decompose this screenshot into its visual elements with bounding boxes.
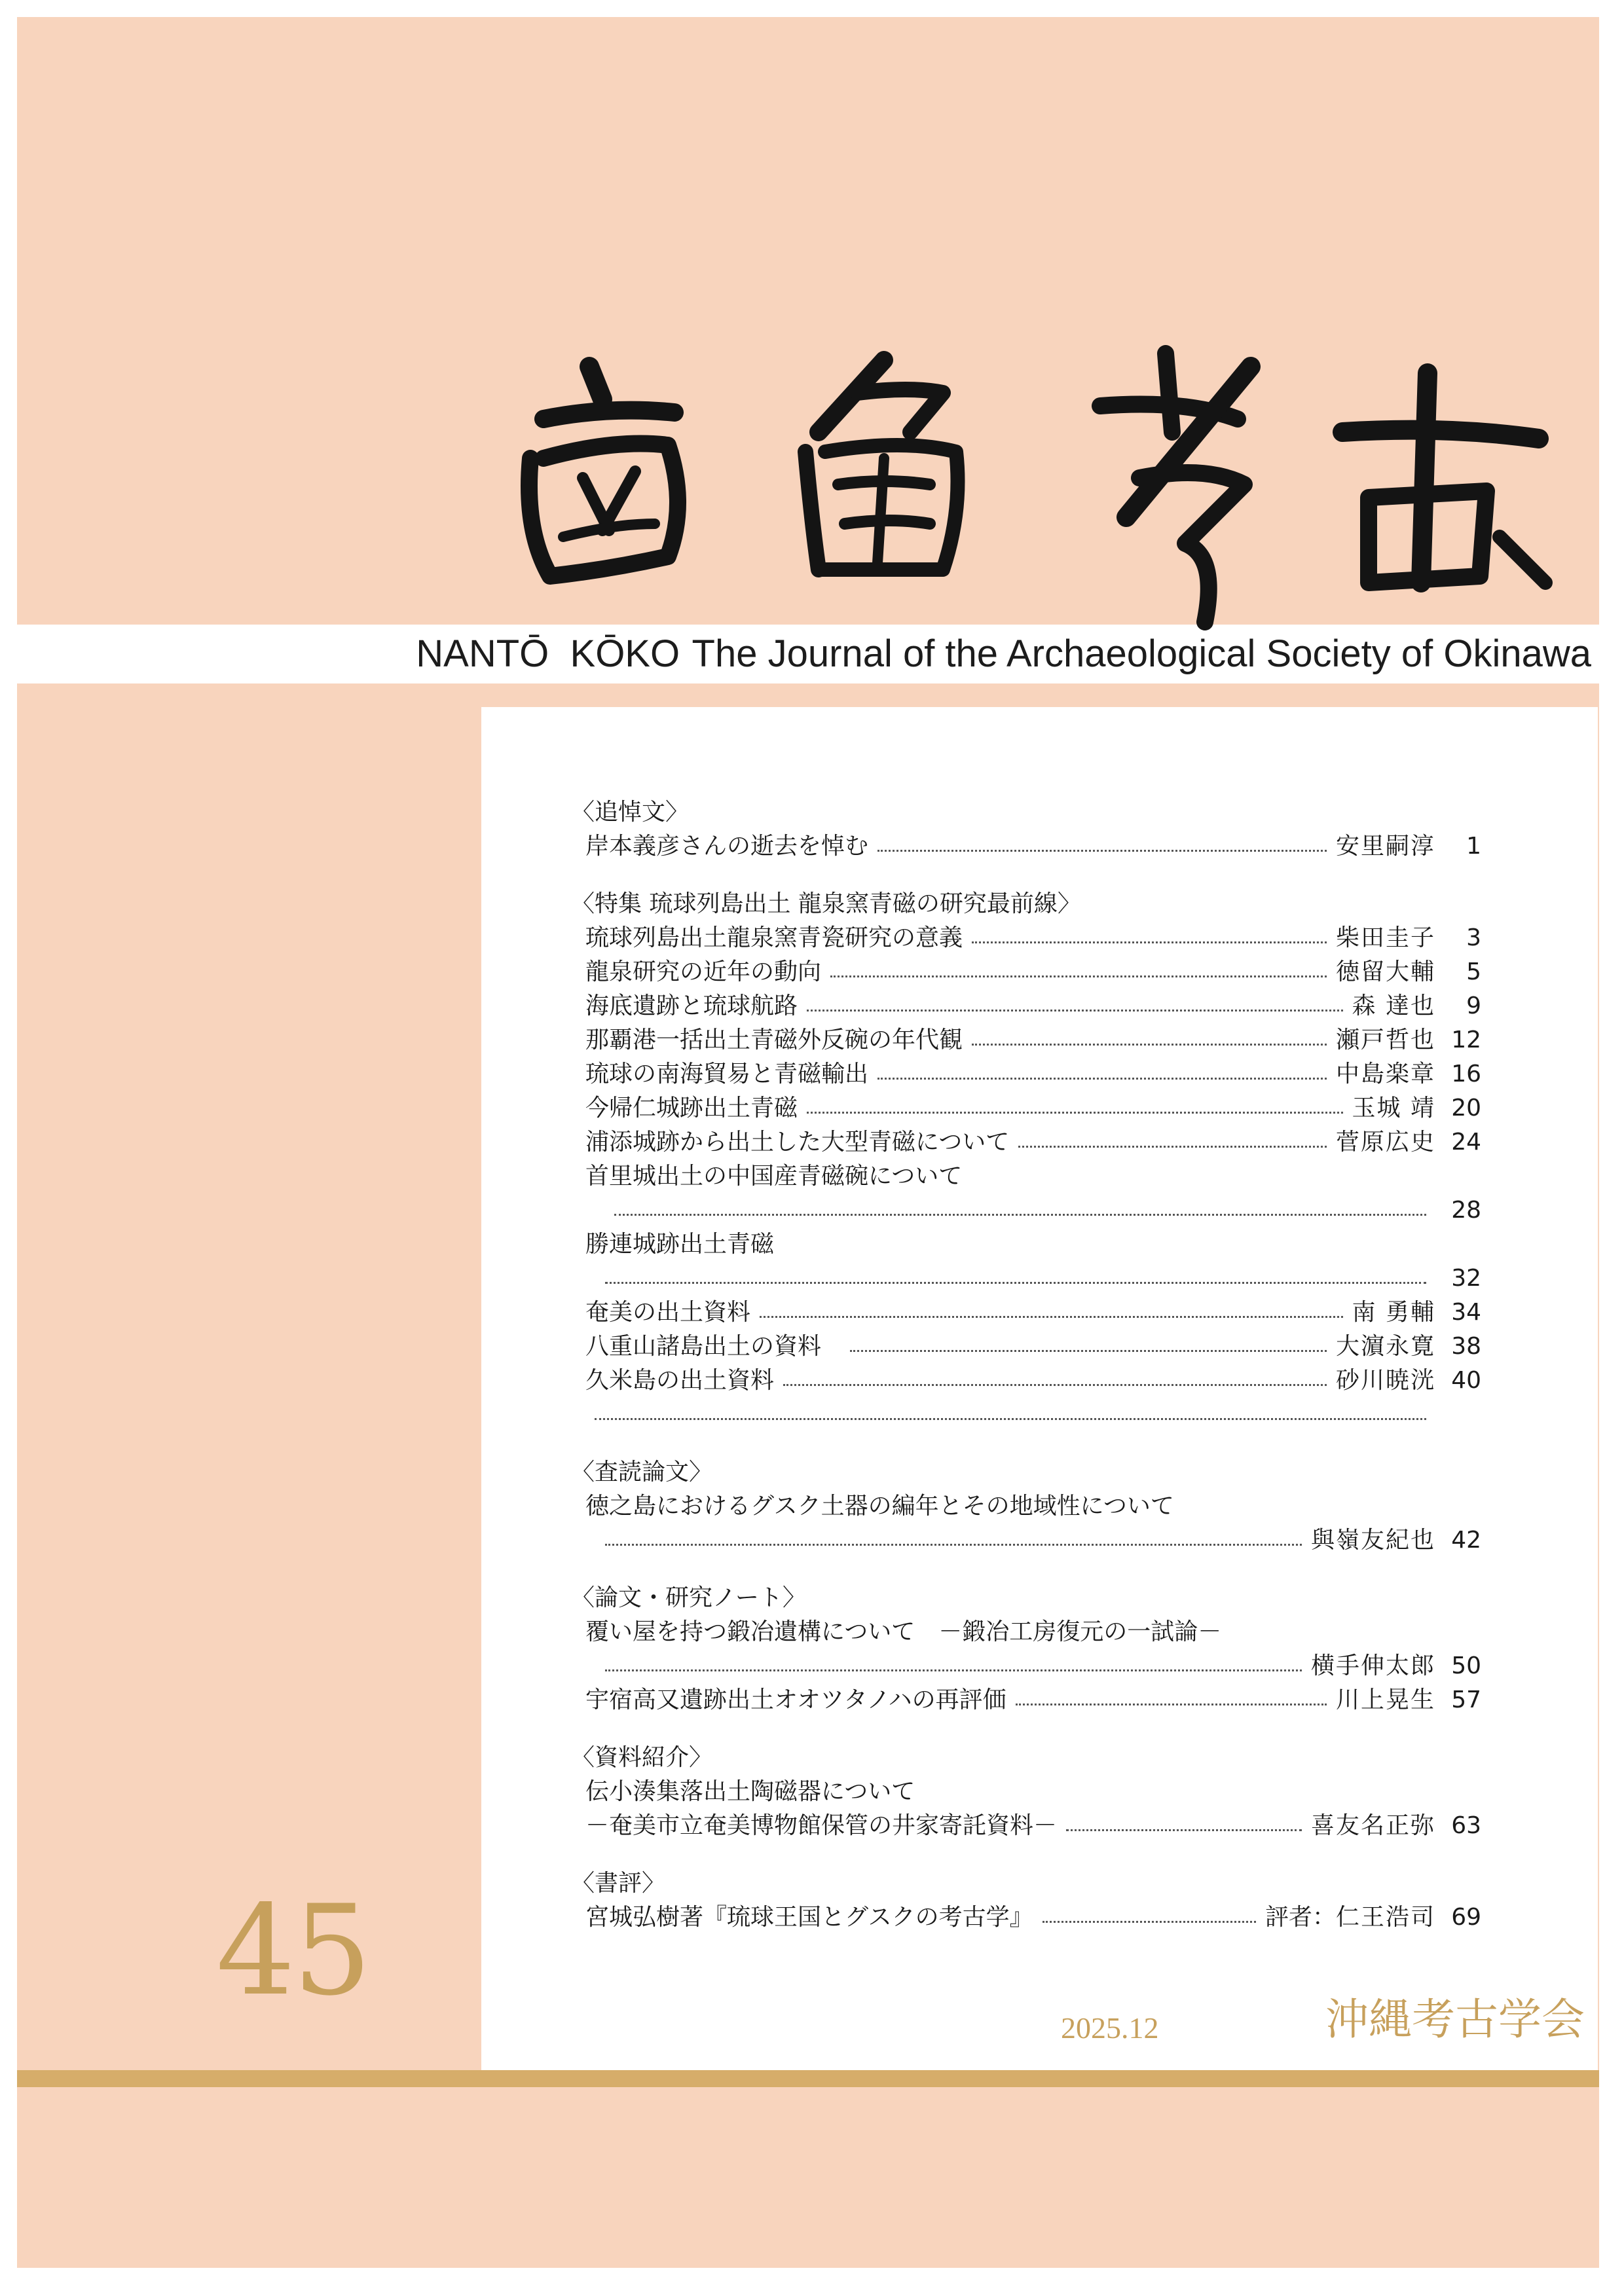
dot-leader <box>1066 1829 1302 1831</box>
toc-entry[interactable] <box>571 921 1481 955</box>
toc-entry-page: 20 <box>1451 1095 1481 1121</box>
toc-entry-page: 28 <box>1451 1197 1481 1224</box>
toc-entry-page: 5 <box>1466 958 1481 985</box>
toc-entry-page: 38 <box>1451 1333 1481 1360</box>
gold-rule-divider <box>17 2070 1599 2087</box>
toc-entry-title: 八重山諸島出土の資料 <box>585 1333 822 1360</box>
toc-entry[interactable] <box>571 1057 1481 1091</box>
toc-entry-title: 伝小湊集落出土陶磁器について <box>585 1778 915 1805</box>
toc-entry-author: 横手伸太郎 <box>1310 1652 1435 1679</box>
toc-entry[interactable] <box>571 955 1481 989</box>
dot-leader <box>830 975 1327 977</box>
toc-entry-title: 覆い屋を持つ鍛冶遺構について －鍛冶工房復元の一試論－ <box>585 1618 1222 1645</box>
toc-entry-title: 首里城出土の中国産青磁碗について <box>585 1163 963 1190</box>
calligraphy-char-ko <box>1100 354 1251 622</box>
issue-date: 2025.12 <box>1061 2011 1159 2045</box>
toc-entry-page: 1 <box>1466 833 1481 860</box>
toc-entry-author: 安里嗣淳 <box>1335 833 1435 860</box>
dot-leader <box>972 1044 1327 1046</box>
toc-entry[interactable] <box>571 829 1481 864</box>
toc-entry-page: 34 <box>1451 1299 1481 1326</box>
toc-entry[interactable] <box>571 1091 1481 1125</box>
toc-entry-author: 與嶺友紀也 <box>1310 1527 1435 1554</box>
toc-entry[interactable] <box>571 1489 1481 1523</box>
subtitle-romaji: NANTŌ KŌKO <box>416 632 680 675</box>
dot-leader <box>850 1350 1327 1352</box>
dot-leader <box>807 1010 1343 1011</box>
toc-entry[interactable] <box>571 1615 1481 1649</box>
toc-entry-page: 16 <box>1451 1061 1481 1087</box>
toc-entry-author: 瀬戸哲也 <box>1335 1027 1435 1053</box>
toc-entry-title: 宇宿高又遺跡出土オオツタノハの再評価 <box>585 1686 1006 1713</box>
toc-entry[interactable] <box>571 1901 1481 1935</box>
toc-entry-title: 琉球列島出土龍泉窯青瓷研究の意義 <box>585 924 963 951</box>
toc-entry-title: 今帰仁城跡出土青磁 <box>585 1095 798 1121</box>
dot-leader <box>605 1282 1426 1284</box>
toc-entry-author: 南 勇輔 <box>1352 1299 1435 1326</box>
toc-entry-continuation[interactable] <box>571 1262 1481 1296</box>
toc-entry-author: 喜友名正弥 <box>1310 1812 1435 1839</box>
toc-entry-author: 玉城 靖 <box>1352 1095 1435 1121</box>
toc-entry[interactable] <box>571 1159 1481 1194</box>
dot-leader <box>807 1112 1343 1114</box>
toc-entry-page: 12 <box>1451 1027 1481 1053</box>
toc-entry-page: 32 <box>1451 1265 1481 1292</box>
dot-leader <box>972 941 1327 943</box>
toc-entry[interactable] <box>571 1296 1481 1330</box>
toc-entry[interactable] <box>571 1330 1481 1364</box>
toc-entry-author: 柴田圭子 <box>1335 924 1435 951</box>
toc-entry[interactable] <box>571 1775 1481 1809</box>
toc-entry-author: 川上晃生 <box>1335 1686 1435 1713</box>
toc-entry[interactable] <box>571 1364 1481 1398</box>
toc-section-heading: 〈特集 琉球列島出土 龍泉窯青磁の研究最前線〉 <box>571 890 1081 917</box>
toc-entry-title: 龍泉研究の近年の動向 <box>585 958 822 985</box>
toc-entry[interactable] <box>571 989 1481 1023</box>
toc-section-heading: 〈査読論文〉 <box>571 1459 713 1485</box>
dot-leader <box>1043 1921 1256 1923</box>
toc-entry-author: 仁王浩司 <box>1335 1904 1435 1931</box>
toc-entry-reviewer-prefix: 評者： <box>1264 1904 1336 1931</box>
toc-section-heading: 〈書評〉 <box>571 1870 666 1897</box>
toc-entry-subtitle: －奄美市立奄美博物館保管の井家寄託資料－ <box>585 1812 1058 1839</box>
toc-entry-author: 森 達也 <box>1352 993 1435 1019</box>
toc-entry-continuation[interactable] <box>571 1523 1481 1558</box>
toc-entry-page: 42 <box>1451 1527 1481 1554</box>
dot-leader <box>605 1669 1302 1671</box>
dot-leader <box>1016 1704 1327 1705</box>
toc-entry[interactable] <box>571 1683 1481 1717</box>
toc-entry[interactable] <box>571 1228 1481 1262</box>
toc-entry-continuation[interactable] <box>571 1809 1481 1843</box>
toc-entry-title: 海底遺跡と琉球航路 <box>585 993 798 1019</box>
toc-entry-page: 69 <box>1451 1904 1481 1931</box>
toc-entry[interactable] <box>571 1023 1481 1057</box>
toc-entry-title: 奄美の出土資料 <box>585 1299 751 1326</box>
toc-entry-page: 63 <box>1451 1812 1481 1839</box>
toc-entry-title: 久米島の出土資料 <box>585 1367 775 1394</box>
toc-entry-page: 40 <box>1451 1367 1481 1394</box>
toc-entry-author: 徳留大輔 <box>1335 958 1435 985</box>
journal-subtitle <box>0 627 1591 680</box>
toc-entry-author: 菅原広史 <box>1335 1129 1435 1156</box>
toc-entry-page: 9 <box>1466 993 1481 1019</box>
toc-entry-page: 24 <box>1451 1129 1481 1156</box>
table-of-contents <box>571 795 1481 1935</box>
dot-leader <box>877 1078 1327 1080</box>
dot-leader <box>595 1418 1426 1420</box>
issue-number: 45 <box>216 1878 369 2023</box>
calligraphy-char-to <box>805 360 958 570</box>
toc-entry-continuation[interactable] <box>571 1194 1481 1228</box>
dot-leader <box>605 1544 1302 1546</box>
toc-entry-title: 浦添城跡から出土した大型青磁について <box>585 1129 1010 1156</box>
dot-leader <box>760 1316 1343 1318</box>
toc-entry-author: 大濵永寛 <box>1335 1333 1435 1360</box>
dot-leader <box>877 850 1327 852</box>
toc-section-heading: 〈資料紹介〉 <box>571 1744 713 1771</box>
toc-entry-page: 3 <box>1466 924 1481 951</box>
dot-leader <box>783 1384 1327 1386</box>
toc-entry[interactable] <box>571 1398 1481 1432</box>
toc-entry-title: 琉球の南海貿易と青磁輸出 <box>585 1061 869 1087</box>
toc-entry-page: 50 <box>1451 1652 1481 1679</box>
calligraphy-char-ko2 <box>1342 373 1545 583</box>
dot-leader <box>614 1214 1426 1216</box>
toc-entry[interactable] <box>571 1125 1481 1159</box>
toc-entry-title: 徳之島におけるグスク土器の編年とその地域性について <box>585 1493 1174 1520</box>
dot-leader <box>1018 1146 1327 1148</box>
toc-section-heading: 〈追悼文〉 <box>571 799 690 826</box>
toc-entry-continuation[interactable] <box>571 1649 1481 1683</box>
calligraphy-char-nan <box>529 367 678 576</box>
toc-entry-page: 57 <box>1451 1686 1481 1713</box>
toc-entry-title: 勝連城跡出土青磁 <box>585 1231 775 1258</box>
publisher-name: 沖縄考古学会 <box>1325 1994 1585 2045</box>
toc-entry-author: 砂川暁洸 <box>1335 1367 1435 1394</box>
toc-entry-title: 宮城弘樹著『琉球王国とグスクの考古学』 <box>585 1904 1033 1931</box>
calligraphy-title-logo <box>471 308 1598 648</box>
toc-entry-title: 那覇港一括出土青磁外反碗の年代観 <box>585 1027 963 1053</box>
toc-entry-title: 岸本義彦さんの逝去を悼む <box>585 833 869 860</box>
subtitle-english: The Journal of the Archaeological Society of Okinawa <box>692 632 1591 675</box>
toc-section-heading: 〈論文・研究ノート〉 <box>571 1584 806 1611</box>
toc-entry-author: 中島楽章 <box>1335 1061 1435 1087</box>
